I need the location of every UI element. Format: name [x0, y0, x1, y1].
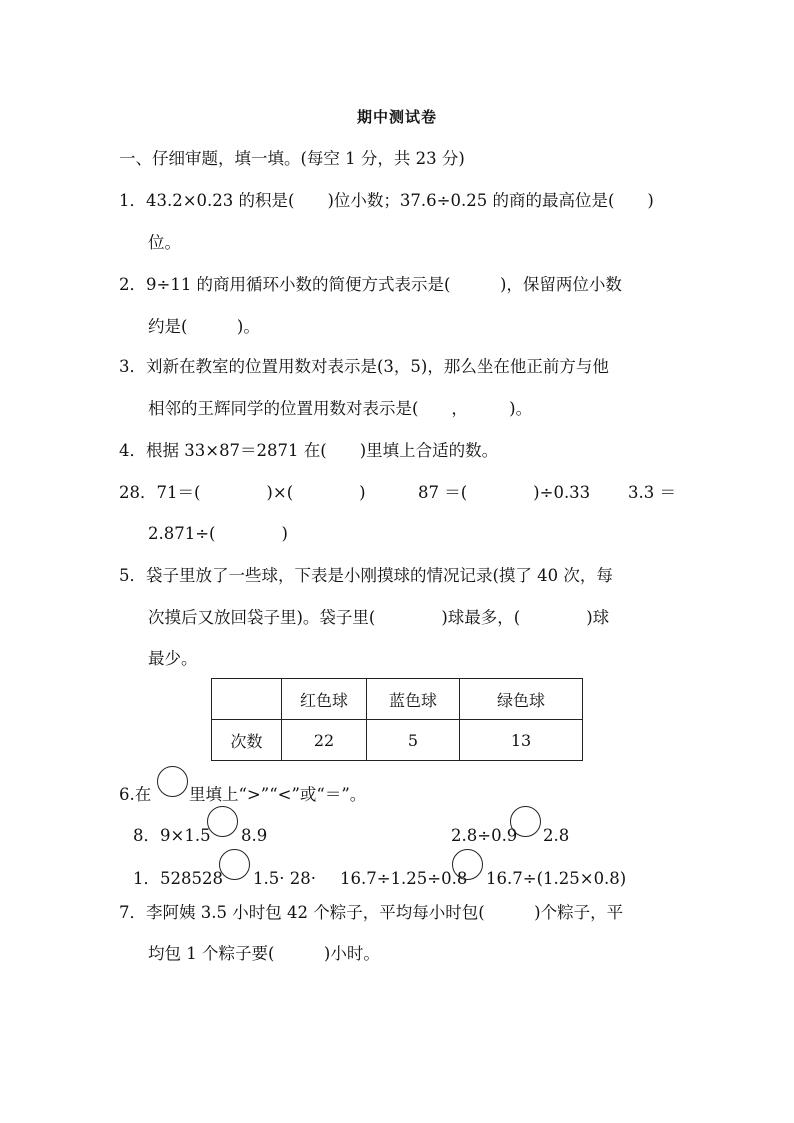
question-4-expression-c: 3.3 ＝	[628, 483, 676, 502]
question-2-line-2: 约是( )。	[148, 317, 260, 336]
compare-c-right: 1.5· 28·	[253, 869, 316, 888]
compare-d-left: 16.7÷1.25÷0.8	[340, 869, 468, 888]
compare-c-left: 1．528528	[133, 869, 223, 888]
table-header-green: 绿色球	[460, 679, 583, 720]
question-1-line-1: 1．43.2×0.23 的积是( )位小数；37.6÷0.25 的商的最高位是( )	[119, 191, 654, 210]
compare-circle-example	[157, 766, 188, 797]
table-header-red: 红色球	[282, 679, 367, 720]
compare-d-right: 16.7÷(1.25×0.8)	[486, 869, 627, 888]
ball-count-table	[211, 678, 583, 761]
table-header-corner	[212, 679, 282, 720]
question-5-line-2: 次摸后又放回袋子里)。袋子里( )球最多，( )球	[148, 608, 610, 627]
table-row-label: 次数	[212, 720, 282, 761]
question-7-line-1: 7．李阿姨 3.5 小时包 42 个粽子，平均每小时包( )个粽子，平	[119, 903, 624, 922]
question-7-line-2: 均包 1 个粽子要( )小时。	[148, 944, 380, 963]
question-5-line-1: 5．袋子里放了一些球，下表是小刚摸球的情况记录(摸了 40 次，每	[119, 566, 613, 585]
compare-a-right: 8.9	[241, 826, 268, 845]
question-4-line-3: 2.871÷( )	[148, 524, 288, 543]
table-header-blue: 蓝色球	[367, 679, 460, 720]
table-cell-green: 13	[460, 720, 583, 761]
table-cell-red: 22	[282, 720, 367, 761]
section-heading: 一、仔细审题，填一填。(每空 1 分，共 23 分)	[119, 149, 465, 168]
question-4-line-1: 4．根据 33×87＝2871 在( )里填上合适的数。	[119, 441, 499, 460]
question-3-line-1: 3．刘新在教室的位置用数对表示是(3，5)，那么坐在他正前方与他	[119, 357, 609, 376]
compare-a-left: 8．9×1.5	[133, 826, 211, 845]
question-2-line-1: 2．9÷11 的商用循环小数的简便方式表示是( )，保留两位小数	[119, 275, 622, 294]
compare-circle-b[interactable]	[510, 806, 541, 837]
question-3-line-2: 相邻的王辉同学的位置用数对表示是( ， )。	[148, 399, 533, 418]
table-cell-blue: 5	[367, 720, 460, 761]
question-6-suffix: 里填上“>”“<”或“＝”。	[189, 785, 367, 804]
question-4-expression-a: 28．71＝( )×( )	[119, 483, 366, 502]
compare-circle-d[interactable]	[452, 849, 483, 880]
page-title: 期中测试卷	[356, 108, 437, 126]
question-6-prefix: 6.在	[119, 785, 152, 804]
compare-b-left: 2.8÷0.9	[451, 826, 518, 845]
table-row	[212, 720, 583, 761]
compare-circle-a[interactable]	[207, 806, 238, 837]
question-1-line-2: 位。	[148, 233, 181, 252]
compare-b-right: 2.8	[543, 826, 570, 845]
question-5-line-3: 最少。	[148, 649, 198, 668]
question-4-expression-b: 87 ＝( )÷0.33	[418, 483, 591, 502]
table-header-row	[212, 679, 583, 720]
compare-circle-c[interactable]	[219, 849, 250, 880]
